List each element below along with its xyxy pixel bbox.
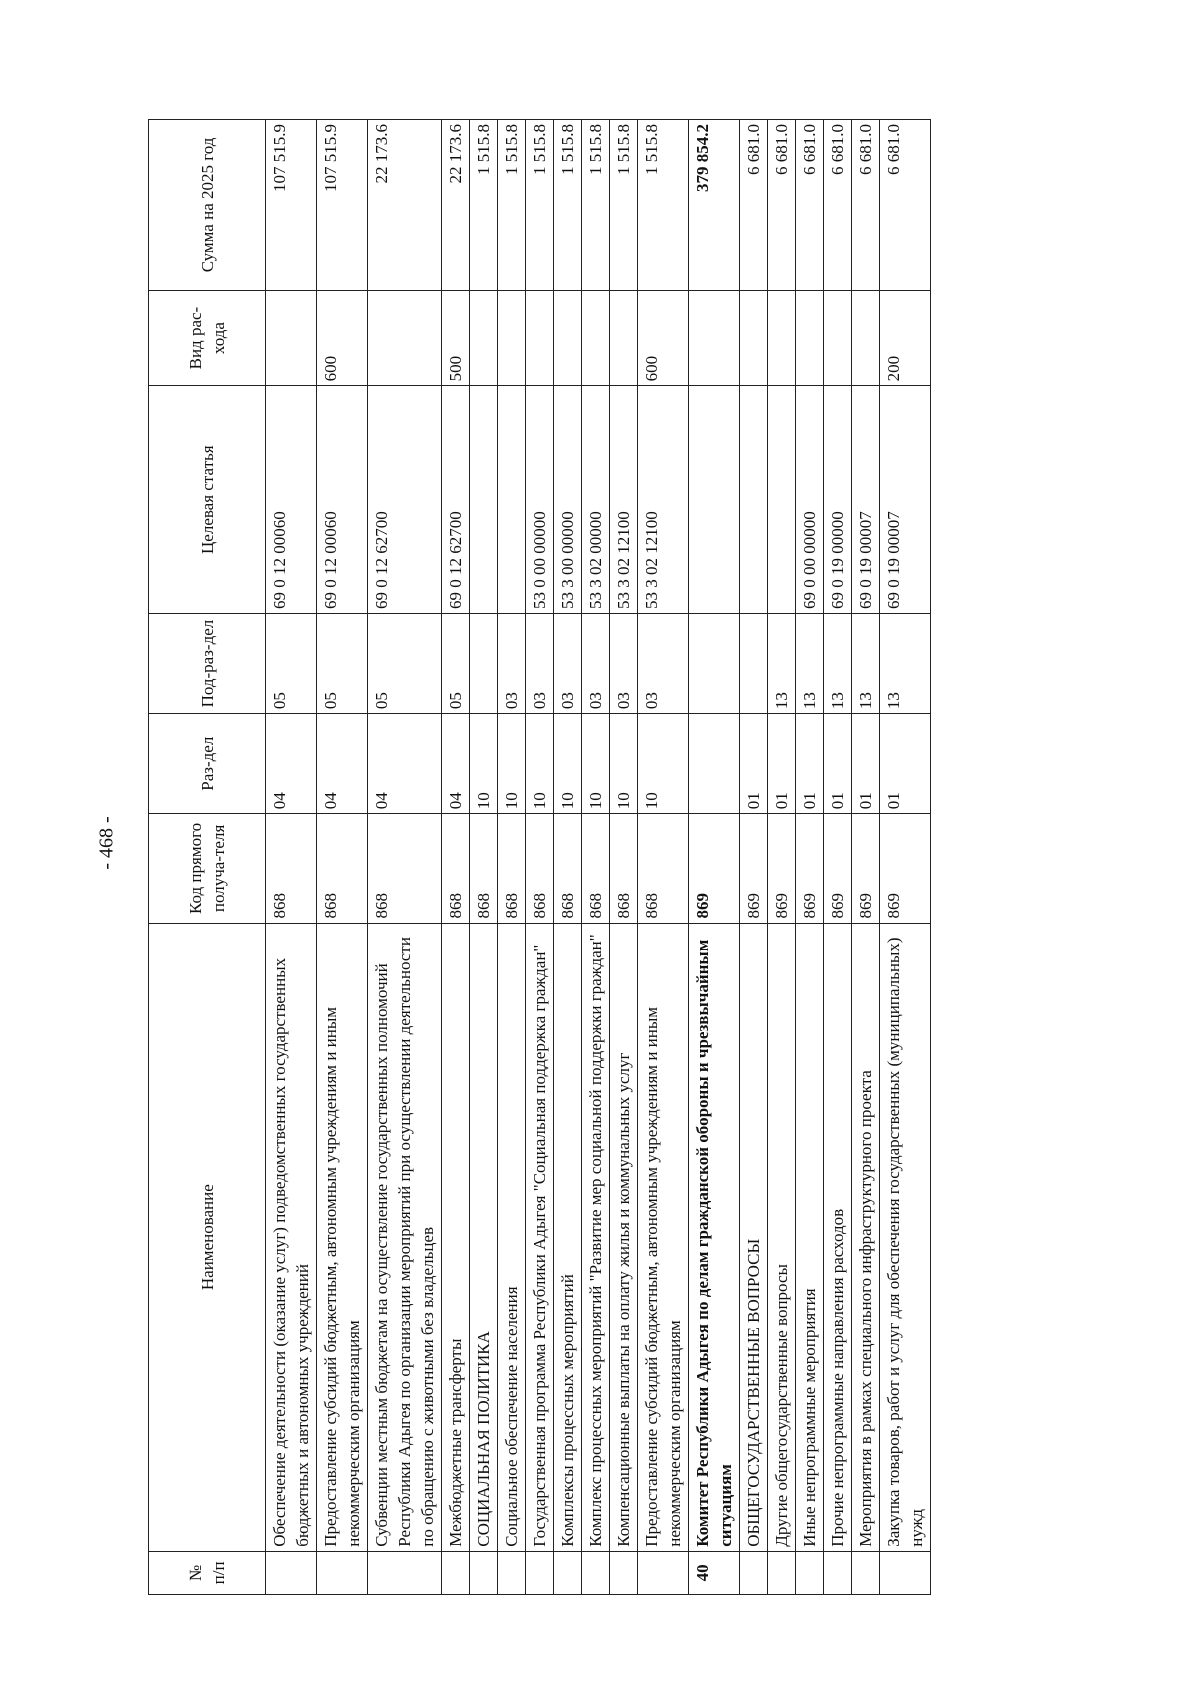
cell-subsection: 03	[526, 614, 554, 714]
cell-recipient-code: 868	[470, 814, 498, 923]
cell-amount: 1 515.8	[554, 120, 582, 291]
cell-num	[824, 1551, 852, 1594]
cell-subsection: 13	[880, 614, 931, 714]
cell-target-article	[689, 386, 740, 614]
cell-section: 01	[740, 714, 768, 814]
table-row	[638, 120, 689, 1595]
header-name: Наименование	[149, 923, 266, 1551]
cell-recipient-code: 868	[554, 814, 582, 923]
cell-expense-type	[526, 290, 554, 386]
cell-num	[610, 1551, 638, 1594]
cell-name: Предоставление субсидий бюджетным, автономным учреждениям и иным некоммерческим организациям	[638, 923, 689, 1551]
cell-section: 01	[796, 714, 824, 814]
cell-expense-type	[368, 290, 442, 386]
cell-name: Компенсационные выплаты на оплату жилья и коммунальных услуг	[610, 923, 638, 1551]
table-row	[442, 120, 470, 1595]
cell-amount: 6 681.0	[768, 120, 796, 291]
cell-name: Мероприятия в рамках специального инфраструктурного проекта	[852, 923, 880, 1551]
header-num: № п/п	[149, 1551, 266, 1594]
cell-target-article: 69 0 12 62700	[442, 386, 470, 614]
cell-recipient-code: 869	[880, 814, 931, 923]
cell-recipient-code: 869	[852, 814, 880, 923]
table-row	[266, 120, 317, 1595]
cell-section: 10	[470, 714, 498, 814]
header-target: Целевая статья	[149, 386, 266, 614]
cell-recipient-code: 868	[368, 814, 442, 923]
cell-expense-type	[796, 290, 824, 386]
cell-name: Комплексы процессных мероприятий	[554, 923, 582, 1551]
cell-section	[689, 714, 740, 814]
table-row	[689, 120, 740, 1595]
cell-amount: 6 681.0	[740, 120, 768, 291]
cell-section: 10	[610, 714, 638, 814]
cell-num	[368, 1551, 442, 1594]
cell-target-article: 69 0 12 00060	[317, 386, 368, 614]
cell-name: Прочие непрограммные направления расходов	[824, 923, 852, 1551]
table-row	[852, 120, 880, 1595]
cell-name: Социальное обеспечение населения	[498, 923, 526, 1551]
table-row	[582, 120, 610, 1595]
cell-subsection: 05	[266, 614, 317, 714]
cell-subsection: 05	[442, 614, 470, 714]
cell-target-article: 69 0 19 00000	[824, 386, 852, 614]
cell-subsection: 03	[582, 614, 610, 714]
cell-expense-type	[498, 290, 526, 386]
cell-recipient-code: 868	[526, 814, 554, 923]
cell-expense-type	[689, 290, 740, 386]
table-row	[498, 120, 526, 1595]
cell-expense-type: 200	[880, 290, 931, 386]
cell-section: 04	[317, 714, 368, 814]
cell-target-article	[498, 386, 526, 614]
cell-name: Обеспечение деятельности (оказание услуг) подведомственных государственных бюджетных и автономных учреждений	[266, 923, 317, 1551]
cell-section: 10	[554, 714, 582, 814]
budget-table	[148, 119, 931, 1595]
cell-name: Предоставление субсидий бюджетным, автономным учреждениям и иным некоммерческим организациям	[317, 923, 368, 1551]
header-section: Раз-дел	[149, 714, 266, 814]
cell-num	[470, 1551, 498, 1594]
cell-section: 10	[526, 714, 554, 814]
cell-recipient-code: 868	[610, 814, 638, 923]
cell-section: 01	[768, 714, 796, 814]
header-subsection: Под-раз-дел	[149, 614, 266, 714]
cell-name: ОБЩЕГОСУДАРСТВЕННЫЕ ВОПРОСЫ	[740, 923, 768, 1551]
table-row	[768, 120, 796, 1595]
cell-amount: 1 515.8	[498, 120, 526, 291]
cell-expense-type	[740, 290, 768, 386]
cell-recipient-code: 869	[740, 814, 768, 923]
cell-num	[796, 1551, 824, 1594]
budget-table-sheet	[148, 119, 1060, 1595]
cell-num	[880, 1551, 931, 1594]
cell-amount: 6 681.0	[880, 120, 931, 291]
cell-num	[266, 1551, 317, 1594]
cell-name: Другие общегосударственные вопросы	[768, 923, 796, 1551]
table-row	[610, 120, 638, 1595]
cell-subsection: 13	[796, 614, 824, 714]
cell-num	[740, 1551, 768, 1594]
cell-subsection: 05	[317, 614, 368, 714]
cell-num: 40	[689, 1551, 740, 1594]
table-row	[368, 120, 442, 1595]
table-body	[266, 120, 931, 1595]
cell-target-article: 69 0 19 00007	[880, 386, 931, 614]
cell-num	[768, 1551, 796, 1594]
cell-num	[498, 1551, 526, 1594]
header-recipient: Код прямого получа-теля	[149, 814, 266, 923]
cell-expense-type	[266, 290, 317, 386]
cell-amount: 22 173.6	[442, 120, 470, 291]
cell-target-article: 69 0 12 62700	[368, 386, 442, 614]
cell-section: 04	[442, 714, 470, 814]
cell-expense-type: 600	[317, 290, 368, 386]
cell-section: 04	[368, 714, 442, 814]
table-row	[740, 120, 768, 1595]
cell-amount: 1 515.8	[638, 120, 689, 291]
cell-target-article	[768, 386, 796, 614]
cell-target-article: 69 0 12 00060	[266, 386, 317, 614]
cell-section: 01	[824, 714, 852, 814]
cell-section: 10	[638, 714, 689, 814]
table-row	[526, 120, 554, 1595]
cell-subsection: 03	[638, 614, 689, 714]
cell-target-article: 53 0 00 00000	[526, 386, 554, 614]
cell-num	[317, 1551, 368, 1594]
cell-amount: 6 681.0	[852, 120, 880, 291]
cell-subsection: 13	[824, 614, 852, 714]
cell-recipient-code: 869	[768, 814, 796, 923]
cell-amount: 6 681.0	[796, 120, 824, 291]
cell-amount: 1 515.8	[526, 120, 554, 291]
cell-name: Межбюджетные трансферты	[442, 923, 470, 1551]
cell-name: СОЦИАЛЬНАЯ ПОЛИТИКА	[470, 923, 498, 1551]
cell-name: Субвенции местным бюджетам на осуществление государственных полномочий Республики Адыгея по организации мероприятий при осуществлении деятельности по обращению с животными без владельцев	[368, 923, 442, 1551]
cell-target-article: 69 0 19 00007	[852, 386, 880, 614]
cell-num	[526, 1551, 554, 1594]
cell-subsection: 03	[610, 614, 638, 714]
cell-subsection: 13	[768, 614, 796, 714]
table-row	[824, 120, 852, 1595]
cell-target-article: 53 3 02 12100	[610, 386, 638, 614]
cell-num	[582, 1551, 610, 1594]
cell-target-article	[470, 386, 498, 614]
cell-expense-type	[824, 290, 852, 386]
cell-recipient-code: 868	[498, 814, 526, 923]
cell-amount: 107 515.9	[317, 120, 368, 291]
cell-section: 10	[582, 714, 610, 814]
cell-name: Комитет Республики Адыгея по делам гражданской обороны и чрезвычайным ситуациям	[689, 923, 740, 1551]
cell-expense-type: 500	[442, 290, 470, 386]
cell-name: Иные непрограммные мероприятия	[796, 923, 824, 1551]
table-header-row	[149, 120, 266, 1595]
cell-recipient-code: 869	[689, 814, 740, 923]
cell-recipient-code: 868	[442, 814, 470, 923]
cell-section: 01	[852, 714, 880, 814]
cell-expense-type	[470, 290, 498, 386]
table-row	[880, 120, 931, 1595]
cell-amount: 22 173.6	[368, 120, 442, 291]
cell-name: Государственная программа Республики Адыгея "Социальная поддержка граждан"	[526, 923, 554, 1551]
cell-expense-type	[582, 290, 610, 386]
cell-name: Комплекс процессных мероприятий "Развитие мер социальной поддержки граждан"	[582, 923, 610, 1551]
cell-expense-type	[610, 290, 638, 386]
cell-target-article: 53 3 02 00000	[582, 386, 610, 614]
cell-recipient-code: 868	[582, 814, 610, 923]
table-row	[796, 120, 824, 1595]
cell-subsection	[689, 614, 740, 714]
cell-amount: 1 515.8	[610, 120, 638, 291]
cell-num	[554, 1551, 582, 1594]
cell-amount: 379 854.2	[689, 120, 740, 291]
cell-target-article: 53 3 00 00000	[554, 386, 582, 614]
cell-amount: 107 515.9	[266, 120, 317, 291]
cell-name: Закупка товаров, работ и услуг для обеспечения государственных (муниципальных) нужд	[880, 923, 931, 1551]
cell-subsection: 05	[368, 614, 442, 714]
cell-expense-type	[768, 290, 796, 386]
header-amount: Сумма на 2025 год	[149, 120, 266, 291]
cell-amount: 1 515.8	[582, 120, 610, 291]
cell-num	[852, 1551, 880, 1594]
cell-num	[442, 1551, 470, 1594]
cell-amount: 6 681.0	[824, 120, 852, 291]
cell-section: 04	[266, 714, 317, 814]
header-expense-type: Вид рас-хода	[149, 290, 266, 386]
cell-amount: 1 515.8	[470, 120, 498, 291]
cell-subsection	[740, 614, 768, 714]
cell-subsection: 13	[852, 614, 880, 714]
cell-expense-type: 600	[638, 290, 689, 386]
cell-recipient-code: 868	[266, 814, 317, 923]
cell-subsection	[470, 614, 498, 714]
cell-recipient-code: 869	[796, 814, 824, 923]
cell-subsection: 03	[554, 614, 582, 714]
cell-target-article: 53 3 02 12100	[638, 386, 689, 614]
cell-recipient-code: 869	[824, 814, 852, 923]
cell-recipient-code: 868	[638, 814, 689, 923]
cell-expense-type	[554, 290, 582, 386]
cell-target-article	[740, 386, 768, 614]
cell-section: 01	[880, 714, 931, 814]
cell-section: 10	[498, 714, 526, 814]
table-row	[317, 120, 368, 1595]
cell-subsection: 03	[498, 614, 526, 714]
cell-recipient-code: 868	[317, 814, 368, 923]
cell-expense-type	[852, 290, 880, 386]
table-row	[554, 120, 582, 1595]
table-row	[470, 120, 498, 1595]
page-number: - 468 -	[95, 816, 118, 870]
cell-num	[638, 1551, 689, 1594]
cell-target-article: 69 0 00 00000	[796, 386, 824, 614]
